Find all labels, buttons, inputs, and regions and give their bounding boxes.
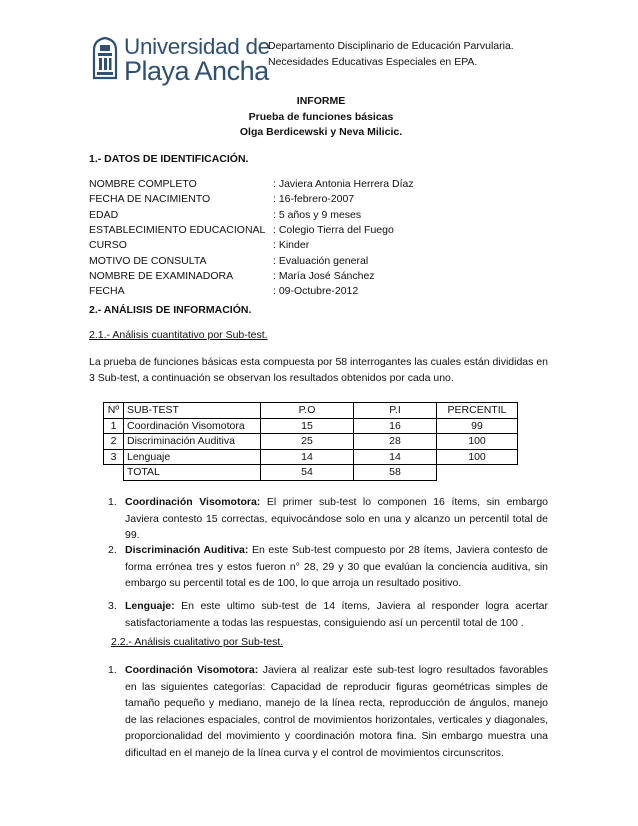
identification-label: ESTABLECIMIENTO EDUCACIONAL	[89, 223, 266, 236]
item-text: El primer sub-test lo componen 16 ítems, sin embargo Javiera contesto 15 correctas, equivocándose solo en una y alcanzo un percentil total de 99.	[125, 496, 548, 541]
total-cell-pi: 58	[354, 465, 437, 481]
identification-label: NOMBRE DE EXAMINADORA	[89, 269, 234, 282]
quant-item-2	[108, 542, 548, 592]
identification-label: EDAD	[89, 208, 119, 221]
identification-value: : 09-Octubre-2012	[273, 285, 359, 298]
cell-subtest: Coordinación Visomotora	[124, 418, 261, 434]
total-cell-po: 54	[261, 465, 354, 481]
section2-heading: 2.- ANÁLISIS DE INFORMACIÓN.	[89, 304, 252, 316]
item-text: Javiera al realizar este sub-test logro resultados favorables en las siguientes categorías: Capacidad de reproducir figuras geométricas simples de tamaño pequeño y mediano, manejo de la línea recta, reproducción de ángulos, manejo de las relaciones espaciales, control de movimientos horizontales, verticales y diagonales, proporcionalidad del movimiento y coordinación motora fina. Sin embargo muestra una dificultad en el manejo de la línea curva y el control de movimientos circunscritos.	[125, 664, 548, 759]
header-cell-subtest: SUB-TEST	[124, 403, 261, 419]
cell-pi: 14	[354, 449, 437, 465]
identification-label: FECHA DE NACIMIENTO	[89, 193, 211, 206]
item-number: 1.	[108, 496, 117, 508]
cell-percentil: 100	[437, 434, 518, 450]
identification-value: : 5 años y 9 meses	[273, 208, 362, 221]
item-title: Coordinación Visomotora:	[125, 496, 261, 508]
table-row	[104, 418, 518, 434]
cell-subtest: Discriminación Auditiva	[124, 434, 261, 450]
subsection-2-2-heading: 2.2.- Análisis cualitativo por Sub-test.	[111, 636, 284, 648]
total-cell-label: TOTAL	[124, 465, 261, 481]
identification-row	[89, 178, 549, 193]
item-number: 1.	[108, 664, 117, 676]
cell-subtest: Lenguaje	[124, 449, 261, 465]
table-row	[104, 449, 518, 465]
total-cell-empty-end	[437, 465, 518, 481]
department-line1: Departamento Disciplinario de Educación Parvularia.	[268, 40, 514, 52]
identification-row	[89, 270, 549, 285]
cell-pi: 16	[354, 418, 437, 434]
header-cell-pi: P.I	[354, 403, 437, 419]
identification-label: MOTIVO DE CONSULTA	[89, 254, 207, 267]
identification-row	[89, 285, 549, 300]
department-line2: Necesidades Educativas Especiales en EPA.	[268, 56, 478, 68]
title-line1: INFORME	[296, 95, 346, 107]
cell-po: 14	[261, 449, 354, 465]
identification-row	[89, 255, 549, 270]
title-line3: Olga Berdicewski y Neva Milicic.	[239, 126, 403, 138]
cell-pi: 28	[354, 434, 437, 450]
cell-percentil: 99	[437, 418, 518, 434]
identification-row	[89, 209, 549, 224]
quant-item-1	[108, 494, 548, 544]
item-number: 3.	[108, 600, 117, 612]
identification-label: FECHA	[89, 285, 125, 298]
university-logo	[92, 34, 270, 86]
intro-paragraph: La prueba de funciones básicas esta compuesta por 58 interrogantes las cuales están divididas en 3 Sub-test, a continuación se observan los resultados obtenidos por cada uno.	[89, 356, 548, 384]
section1-heading: 1.- DATOS DE IDENTIFICACIÓN.	[89, 153, 249, 165]
header-cell-po: P.O	[261, 403, 354, 419]
identification-row	[89, 239, 549, 254]
identification-label: NOMBRE COMPLETO	[89, 178, 197, 190]
item-title: Coordinación Visomotora:	[125, 664, 259, 676]
cell-po: 15	[261, 418, 354, 434]
cell-num: 3	[104, 449, 124, 465]
identification-value: : Javiera Antonia Herrera Díaz	[273, 178, 414, 190]
identification-value: : 16-febrero-2007	[273, 193, 355, 206]
identification-value: : María José Sánchez	[273, 269, 375, 282]
item-title: Lenguaje:	[125, 600, 175, 612]
identification-value: : Kinder	[273, 239, 310, 252]
table-total-row	[104, 465, 518, 481]
cell-percentil: 100	[437, 449, 518, 465]
header-cell-percentil: PERCENTIL	[437, 403, 518, 419]
item-title: Discriminación Auditiva:	[125, 544, 249, 556]
cell-num: 2	[104, 434, 124, 450]
quant-item-3	[108, 598, 548, 631]
header-cell-num: Nº	[104, 403, 124, 419]
logo-text-line2: Playa Ancha	[124, 56, 269, 86]
table-row	[104, 434, 518, 450]
identification-value: : Evaluación general	[273, 254, 369, 267]
department-header	[268, 38, 514, 70]
table-header-row	[104, 403, 518, 419]
total-cell-empty	[104, 465, 124, 481]
item-text: En este Sub-test compuesto por 28 ítems, Javiera contesto de forma errónea tres y estos fueron n° 28, 29 y 30 que evalúan la conciencia auditiva, sin embargo su percentil total es de 100, lo que arroja un resultado positivo.	[125, 544, 548, 589]
subsection-2-1-heading: 2.1.- Análisis cuantitativo por Sub-test.	[89, 329, 268, 341]
subtest-table	[103, 402, 518, 481]
qual-item-1	[108, 662, 548, 761]
title-line2: Prueba de funciones básicas	[248, 110, 394, 123]
identification-row	[89, 224, 549, 239]
logo-text-line1: Universidad de	[124, 34, 270, 59]
item-number: 2.	[108, 544, 117, 556]
cell-num: 1	[104, 418, 124, 434]
identification-row	[89, 193, 549, 208]
report-title	[0, 94, 638, 141]
identification-label: CURSO	[89, 239, 127, 252]
cell-po: 25	[261, 434, 354, 450]
university-emblem-icon	[92, 36, 118, 80]
identification-value: : Colegio Tierra del Fuego	[273, 223, 394, 236]
item-text: En este ultimo sub-test de 14 ítems, Javiera al responder logra acertar satisfactoriamente a todas las respuestas, consiguiendo así un percentil total de 100 .	[125, 600, 548, 629]
